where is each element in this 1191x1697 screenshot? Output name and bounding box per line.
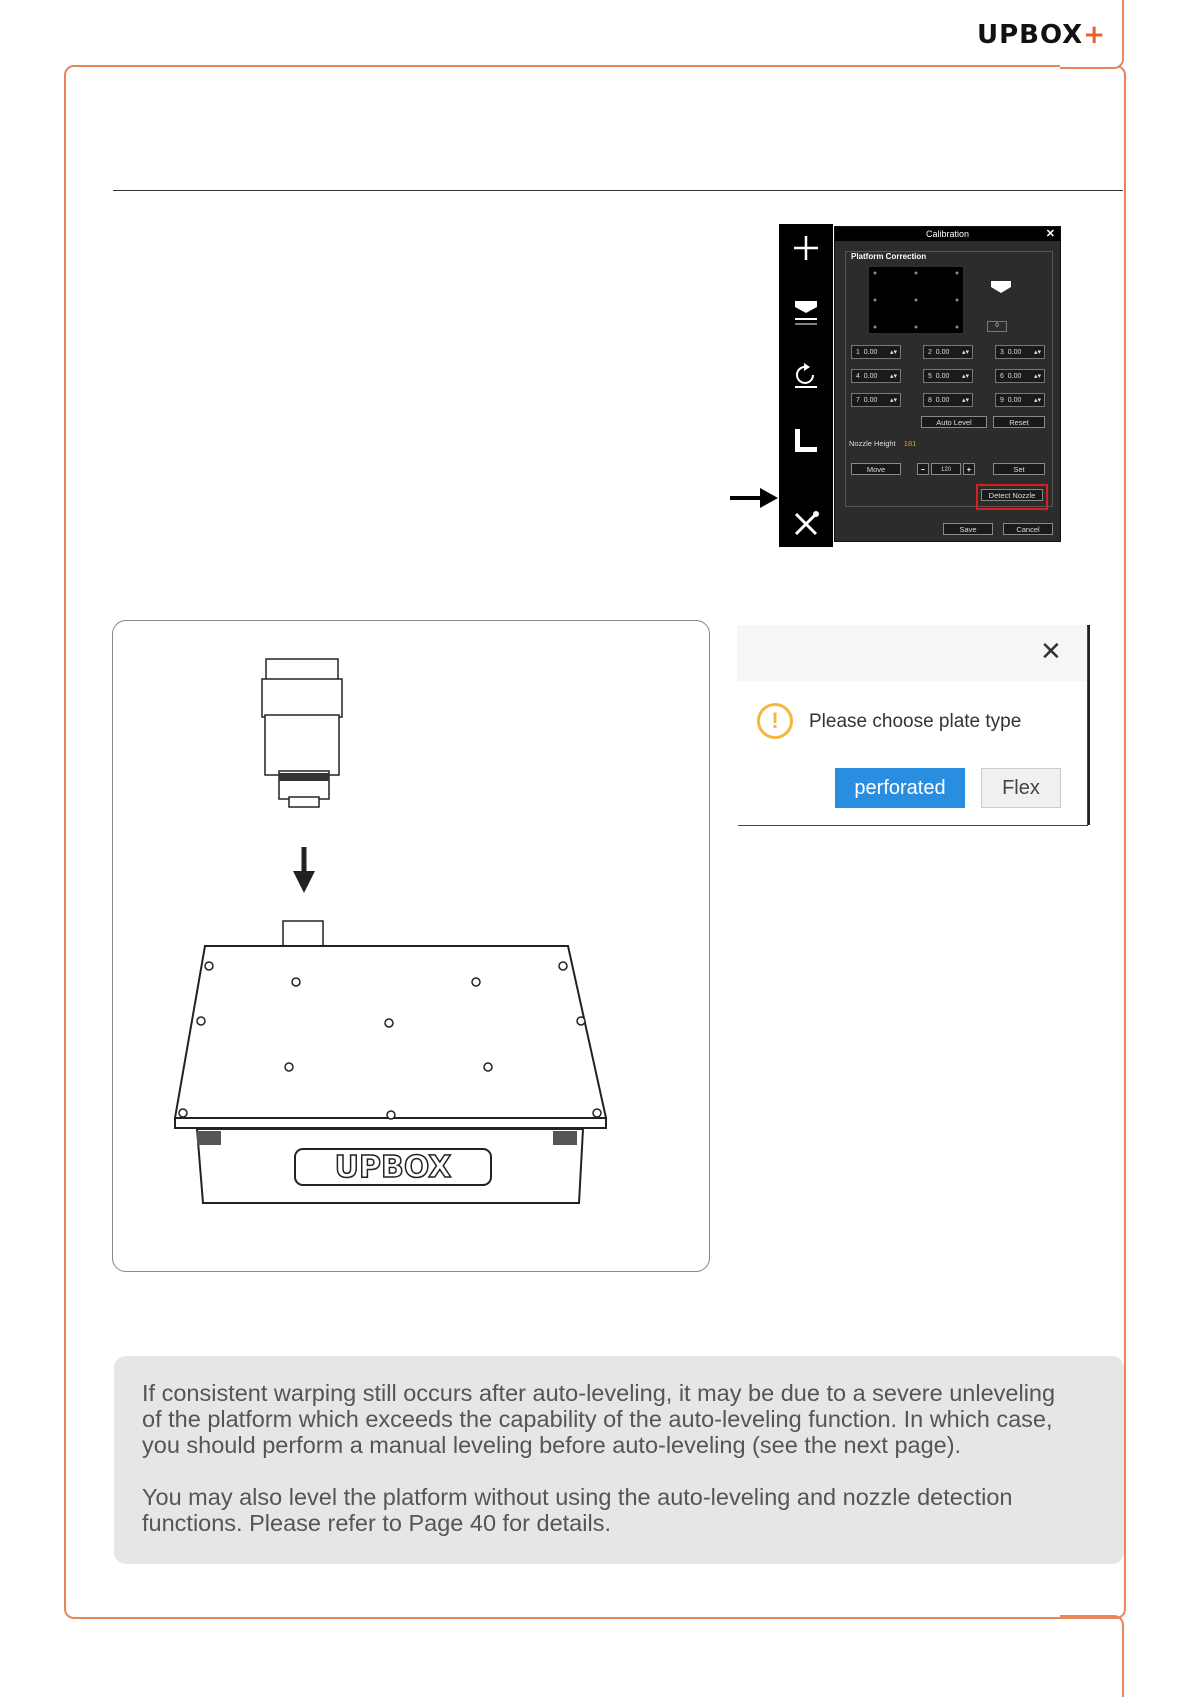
offset-cell[interactable]: 2 0.00 ▴▾ <box>923 345 973 359</box>
section-divider <box>113 190 1123 191</box>
flex-button[interactable]: Flex <box>981 768 1061 808</box>
increment-button[interactable]: + <box>963 463 975 475</box>
detect-nozzle-highlight <box>976 484 1048 510</box>
offset-cell[interactable]: 6 0.00 ▴▾ <box>995 369 1045 383</box>
ruler-icon[interactable] <box>779 420 833 460</box>
dialog-title: Calibration <box>835 227 1060 241</box>
brand-logo <box>977 20 1106 50</box>
platform-illustration <box>112 620 710 1272</box>
upbox-emblem: UPBOX <box>334 1150 452 1185</box>
warning-icon: ! <box>757 703 793 739</box>
logo-plus: + <box>1083 20 1107 50</box>
note-paragraph: If consistent warping still occurs after auto-leveling, it may be due to a severe unleveling of the platform which exceeds the capability of the auto-leveling function. In which case, you should perform a manual leveling before auto-leveling (see the next page). <box>142 1380 1056 1458</box>
set-button[interactable]: Set <box>993 463 1045 475</box>
plate-type-dialog <box>737 625 1087 825</box>
nozzle-icon[interactable] <box>779 292 833 332</box>
nozzle-height-value: 181 <box>903 439 917 448</box>
dialog-message: Please choose plate type <box>809 711 1022 732</box>
logo-text: UPBOX <box>977 20 1084 50</box>
calibration-dialog <box>834 226 1061 542</box>
offset-cell[interactable]: 5 0.00 ▴▾ <box>923 369 973 383</box>
close-icon[interactable]: ✕ <box>1045 228 1055 240</box>
note-paragraph: You may also level the platform without using the auto-leveling and nozzle detection functions. Please refer to Page 40 for details. <box>142 1484 1013 1536</box>
cancel-button[interactable]: Cancel <box>1003 523 1053 535</box>
upbox-platform-drawing <box>113 621 709 1271</box>
calibration-toolbar <box>779 224 833 547</box>
bed-points <box>869 267 963 333</box>
offset-cell[interactable]: 4 0.00 ▴▾ <box>851 369 901 383</box>
dialog-header <box>737 625 1087 681</box>
tools-icon[interactable] <box>779 504 833 544</box>
bed-grid <box>869 267 963 333</box>
reset-button[interactable]: Reset <box>993 416 1045 428</box>
nozzle-height-label: Nozzle Height 181 <box>849 439 917 448</box>
perforated-button[interactable]: perforated <box>835 768 965 808</box>
bed-value: 0 <box>987 321 1007 332</box>
pointer-arrow-icon <box>730 486 780 510</box>
offset-cell[interactable]: 9 0.00 ▴▾ <box>995 393 1045 407</box>
offset-cell[interactable]: 7 0.00 ▴▾ <box>851 393 901 407</box>
close-icon[interactable]: ✕ <box>1040 636 1062 666</box>
offset-cell[interactable]: 8 0.00 ▴▾ <box>923 393 973 407</box>
offset-cell[interactable]: 3 0.00 ▴▾ <box>995 345 1045 359</box>
footer-tab <box>1060 1615 1124 1697</box>
move-button[interactable]: Move <box>851 463 901 475</box>
height-stepper[interactable]: 120 <box>931 463 961 475</box>
nozzle-icon-small <box>989 279 1013 300</box>
offset-cell[interactable]: 1 0.00 ▴▾ <box>851 345 901 359</box>
decrement-button[interactable]: − <box>917 463 929 475</box>
reset-icon[interactable] <box>779 356 833 396</box>
section-title: Platform Correction <box>851 252 927 261</box>
auto-level-button[interactable]: Auto Level <box>921 416 987 428</box>
note-box <box>114 1356 1124 1564</box>
detect-nozzle-button[interactable]: Detect Nozzle <box>981 489 1043 501</box>
add-icon[interactable] <box>779 228 833 268</box>
save-button[interactable]: Save <box>943 523 993 535</box>
